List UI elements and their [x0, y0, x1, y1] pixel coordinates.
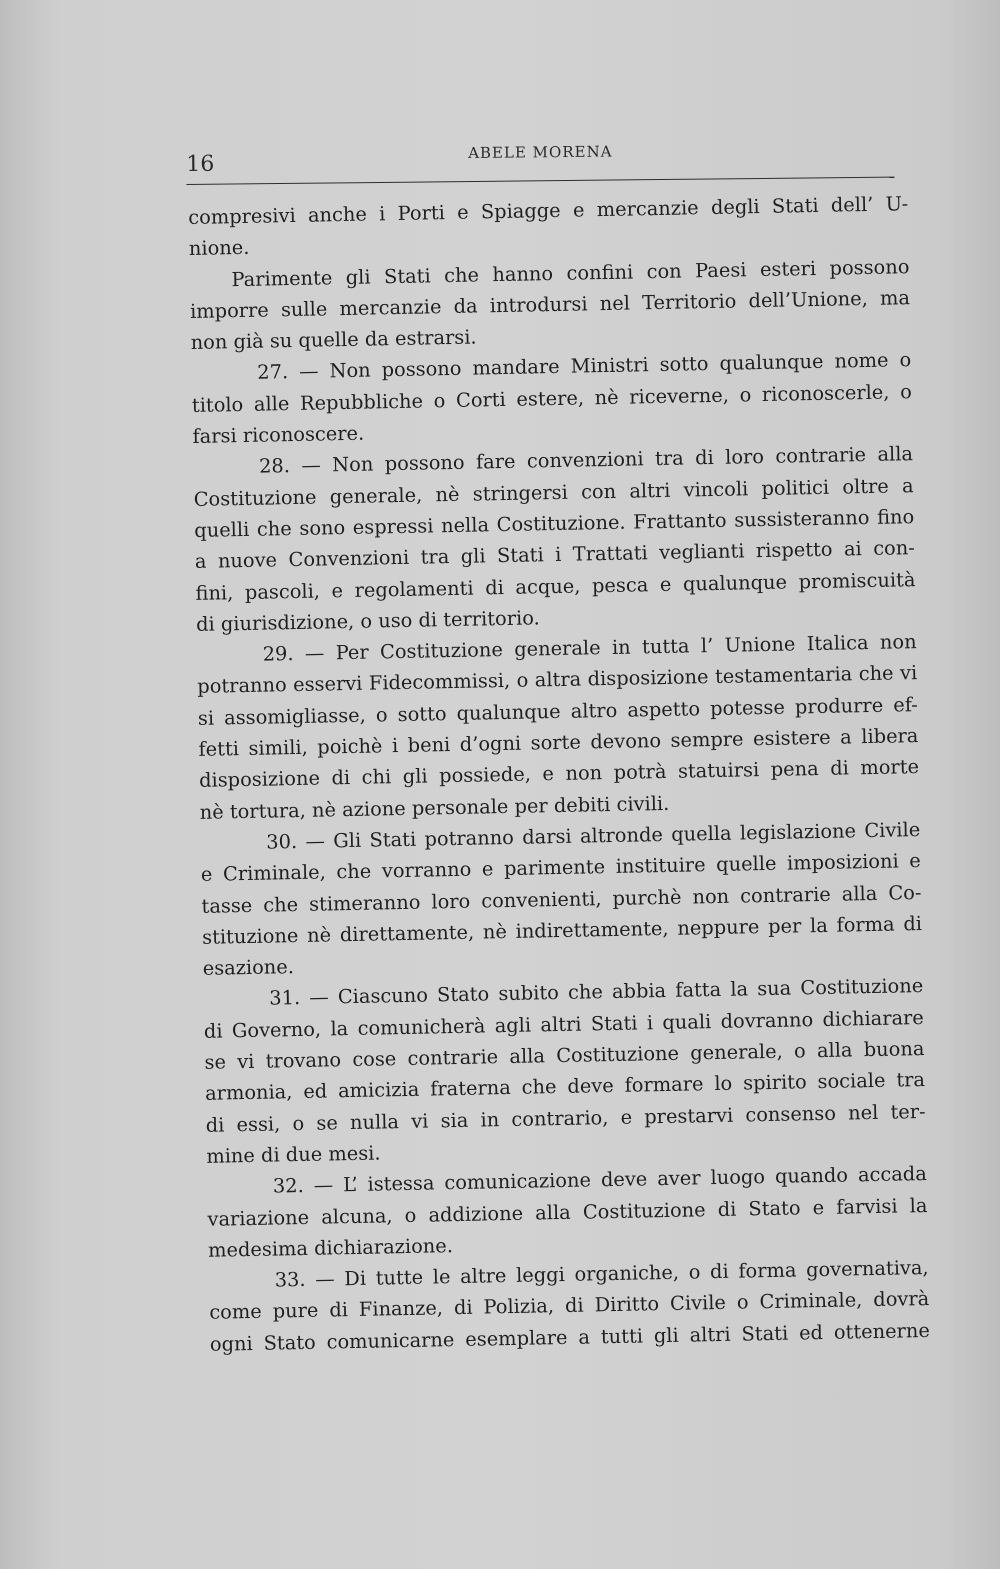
text-line: 33. — Di tutte le altre leggi organiche, o di forma governativa,: [274, 1256, 929, 1292]
text-line: potranno esservi Fidecommissi, o altra disposizione testamentaria che vi: [197, 661, 918, 699]
text-line: quelli che sono espressi nella Costituzione. Frattanto sussisteranno fino: [194, 505, 915, 542]
header-rule: [186, 177, 894, 185]
text-line: nione.: [188, 236, 250, 261]
text-line: come pure di Finanze, di Polizia, di Diritto Civile o Criminale, dovrà: [209, 1287, 930, 1325]
text-line: 31. — Ciascuno Stato subito che abbia fatta la sua Costituzione: [269, 974, 924, 1011]
text-line: esazione.: [202, 955, 295, 980]
text-line: non già su quelle da estrarsi.: [190, 325, 477, 355]
text-line: disposizione di chi gli possiede, e non potrà statuirsi pena di morte: [198, 755, 920, 793]
running-title: ABELE MORENA: [468, 142, 613, 163]
text-line: medesima dichiarazione.: [207, 1233, 454, 1262]
text-line: 27. — Non possono mandare Ministri sotto qualunque nome o: [257, 348, 912, 385]
text-line: Costituzione generale, nè stringersi con altri vincoli politici oltre a: [193, 473, 914, 511]
text-line: di giurisdizione, o uso di territorio.: [195, 606, 540, 636]
text-line: 30. — Gli Stati potranno darsi altronde quella legislazione Civile: [266, 817, 921, 854]
page-number: 16: [186, 151, 215, 177]
text-line: variazione alcuna, o addizione alla Costituzione di Stato e farvisi la: [207, 1193, 928, 1231]
text-line: a nuove Convenzioni tra gli Stati i Trattati veglianti rispetto ai con-: [194, 536, 915, 574]
text-line: nè tortura, nè azione personale per debiti civili.: [199, 791, 670, 824]
text-line: tasse che stimeranno loro convenienti, purchè non contrarie alla Co-: [201, 880, 922, 918]
text-line: 32. — L’ istessa comunicazione deve aver luogo quando accada: [272, 1162, 928, 1198]
text-line: se vi trovano cose contrarie alla Costituzione generale, o alla buona: [204, 1037, 925, 1074]
text-line: fetti simili, poichè i beni d’ogni sorte devono sempre esistere a libera: [198, 724, 919, 761]
text-line: e Criminale, che vorranno e parimente instituire quelle imposizioni e: [200, 849, 922, 887]
text-line: farsi riconoscere.: [192, 421, 365, 449]
text-line: compresivi anche i Porti e Spiagge e mercanzie degli Stati dell’ U-: [188, 192, 909, 229]
text-line: titolo alle Repubbliche o Corti estere, nè riceverne, o riconoscerle, o: [191, 379, 912, 417]
text-line: di Governo, la comunicherà agli altri Stati i quali dovranno dichiarare: [203, 1005, 925, 1043]
text-line: stituzione nè direttamente, nè indirettamente, neppure per la forma di: [201, 911, 923, 949]
text-line: Parimente gli Stati che hanno confini con Paesi esteri possono: [231, 254, 910, 291]
text-line: 29. — Per Costituzione generale in tutta l’ Unione Italica non: [262, 630, 917, 666]
text-line: mine di due mesi.: [206, 1141, 381, 1168]
text-line: 28. — Non possono fare convenzioni tra di loro contrarie alla: [258, 442, 914, 479]
text-line: di essi, o se nulla vi sia in contrario, e prestarvi consenso nel ter-: [205, 1099, 926, 1137]
body-text: [188, 188, 930, 1360]
text-line: ogni Stato comunicarne esemplare a tutti gli altri Stati ed ottenerne: [209, 1318, 931, 1356]
text-line: si assomigliasse, o sotto qualunque altro aspetto potesse produrre ef-: [197, 692, 918, 730]
page-header: [186, 133, 896, 190]
text-line: armonia, ed amicizia fraterna che deve formare lo spirito sociale tra: [204, 1068, 926, 1106]
text-line: fini, pascoli, e regolamenti di acque, pesca e qualunque promiscuità: [195, 567, 916, 605]
text-line: imporre sulle mercanzie da introdursi nel Territorio dell’Unione, ma: [189, 286, 911, 323]
